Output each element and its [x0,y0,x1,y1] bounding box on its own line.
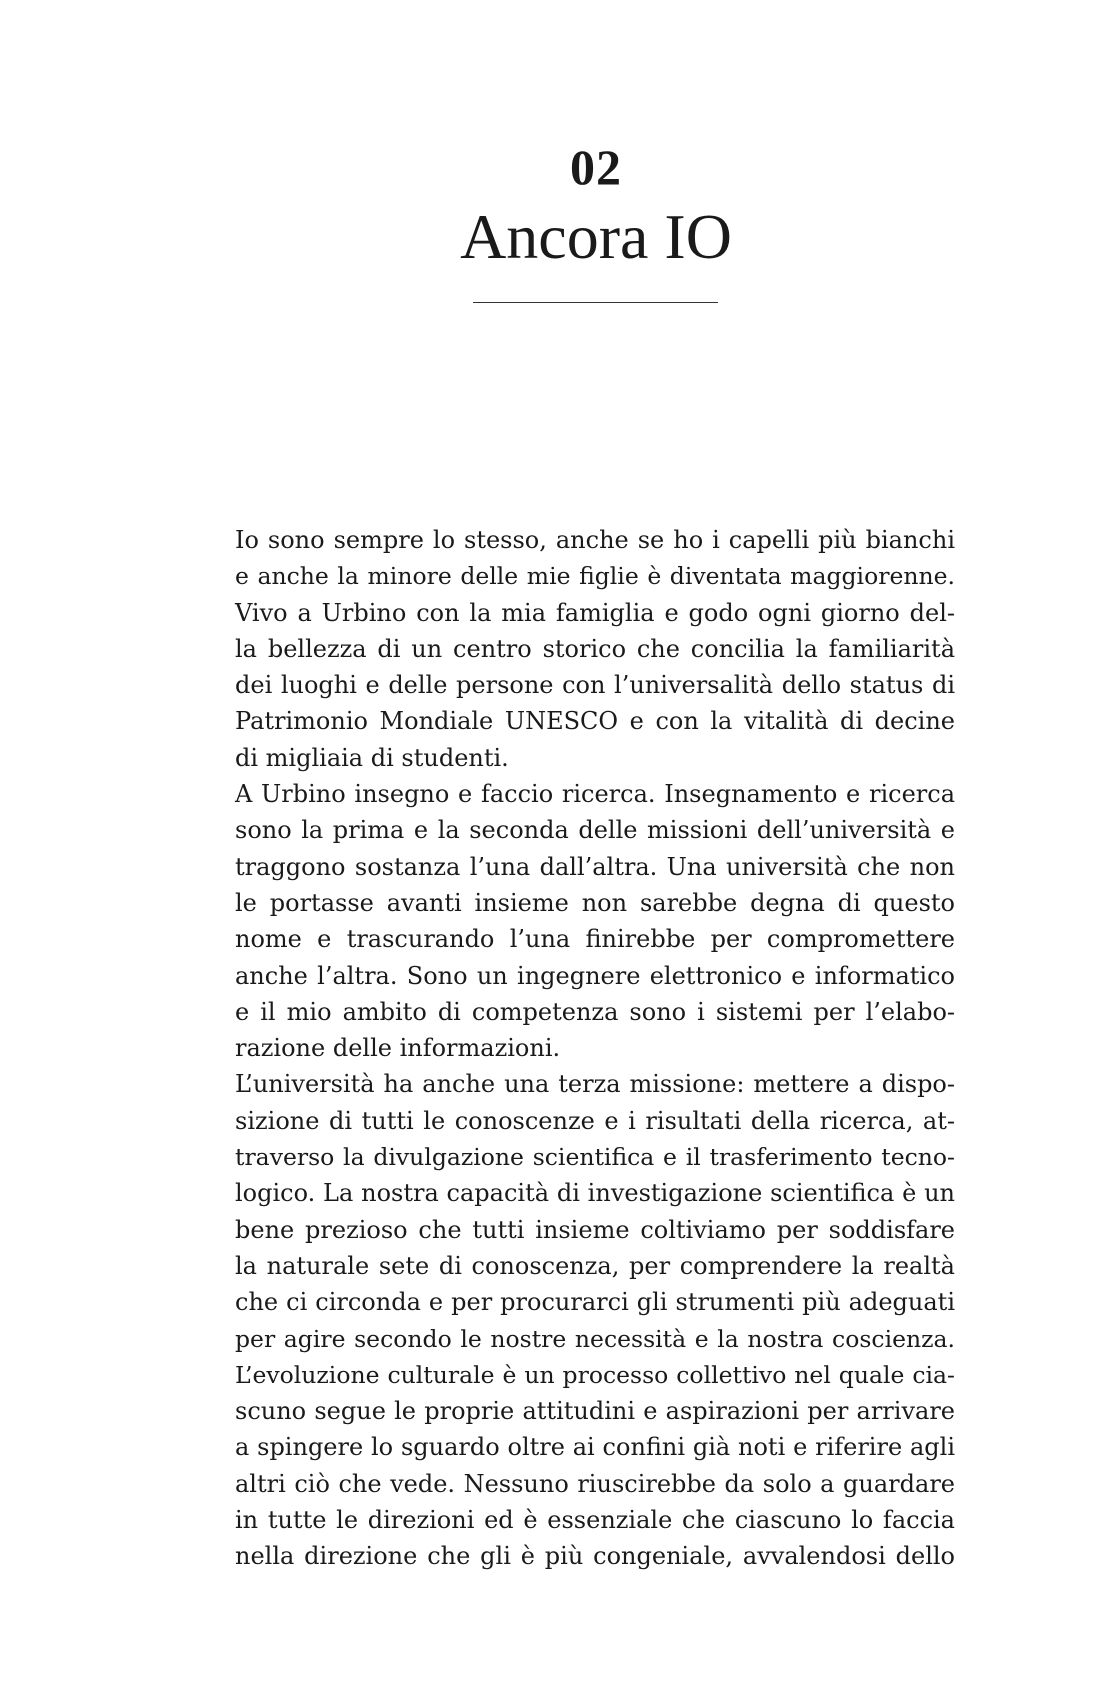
chapter-number: 02 [570,139,622,195]
text-line: nella direzione che gli è più congeniale, avvalendosi dello [235,1542,955,1571]
text-line: le portasse avanti insieme non sarebbe degna di questo [235,888,955,917]
title-divider [473,302,718,303]
text-line: di migliaia di studenti. [235,743,509,772]
text-line: scuno segue le proprie attitudini e aspirazioni per arrivare [235,1397,955,1426]
text-line: sizione di tutti le conoscenze e i risultati della ricerca, at- [235,1106,955,1135]
text-line: L’evoluzione culturale è un processo collettivo nel quale cia- [235,1360,955,1389]
text-line: L’università ha anche una terza missione: mettere a dispo- [235,1070,955,1099]
text-line: Vivo a Urbino con la mia famiglia e godo ogni giorno del- [235,598,955,627]
text-line: per agire secondo le nostre necessità e la nostra coscienza. [235,1324,955,1353]
text-line: traverso la divulgazione scientifica e il trasferimento tecno- [235,1143,955,1172]
text-line: la naturale sete di conoscenza, per comprendere la realtà [235,1251,955,1280]
text-line: traggono sostanza l’una dall’altra. Una università che non [235,852,955,881]
text-line: sono la prima e la seconda delle missioni dell’università e [235,816,955,845]
text-line: razione delle informazioni. [235,1034,561,1063]
text-line: A Urbino insegno e faccio ricerca. Insegnamento e ricerca [235,780,955,809]
chapter-title: Ancora IO [460,201,732,272]
text-line: che ci circonda e per procurarci gli strumenti più adeguati [235,1288,955,1317]
text-line: dei luoghi e delle persone con l’universalità dello status di [235,671,955,700]
text-line: nome e trascurando l’una finirebbe per compromettere [235,925,955,954]
text-line: bene prezioso che tutti insieme coltiviamo per soddisfare [235,1215,955,1244]
text-line: anche l’altra. Sono un ingegnere elettronico e informatico [235,961,955,990]
text-line: e anche la minore delle mie figlie è diventata maggiorenne. [235,562,955,591]
text-line: altri ciò che vede. Nessuno riuscirebbe da solo a guardare [235,1469,955,1498]
text-line: logico. La nostra capacità di investigazione scientifica è un [235,1179,955,1208]
text-line: la bellezza di un centro storico che concilia la familiarità [235,634,955,663]
text-line: in tutte le direzioni ed è essenziale che ciascuno lo faccia [235,1506,955,1535]
text-line: Patrimonio Mondiale UNESCO e con la vitalità di decine [235,707,955,736]
text-line: a spingere lo sguardo oltre ai confini già noti e riferire agli [235,1433,955,1462]
text-line: e il mio ambito di competenza sono i sistemi per l’elabo- [235,997,955,1026]
text-line: Io sono sempre lo stesso, anche se ho i capelli più bianchi [235,526,955,554]
body-text [235,522,955,1575]
